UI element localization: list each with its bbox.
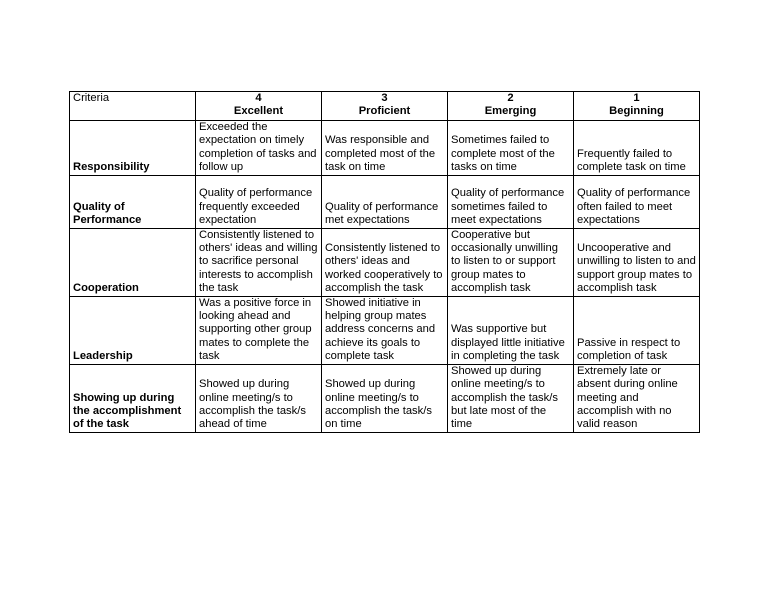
table-cell: Extremely late or absent during online meeting and accomplish with no valid reason bbox=[574, 364, 700, 432]
level-score: 2 bbox=[507, 92, 514, 104]
table-cell: Uncooperative and unwilling to listen to and support group mates to accomplish task bbox=[574, 228, 700, 296]
rubric-table bbox=[69, 91, 700, 433]
table-row bbox=[70, 364, 700, 432]
level-label: Excellent bbox=[233, 105, 284, 118]
table-cell: Showed up during online meeting/s to accomplish the task/s but late most of the time bbox=[448, 364, 574, 432]
table-cell: Exceeded the expectation on timely completion of tasks and follow up bbox=[196, 121, 322, 176]
criterion-showing-up: Showing up during the accomplishment of the task bbox=[70, 364, 196, 432]
level-header-2 bbox=[448, 92, 574, 121]
table-cell: Consistently listened to others' ideas and willing to sacrifice personal interests to accomplish the task bbox=[196, 228, 322, 296]
table-row bbox=[70, 228, 700, 296]
table-cell: Passive in respect to completion of task bbox=[574, 296, 700, 364]
table-cell: Showed up during online meeting/s to accomplish the task/s on time bbox=[322, 364, 448, 432]
level-header-1 bbox=[574, 92, 700, 121]
table-cell: Was a positive force in looking ahead and supporting other group mates to complete the task bbox=[196, 296, 322, 364]
table-cell: Quality of performance often failed to meet expectations bbox=[574, 175, 700, 228]
criterion-cooperation: Cooperation bbox=[70, 228, 196, 296]
table-cell: Showed initiative in helping group mates address concerns and achieve its goals to complete task bbox=[322, 296, 448, 364]
criterion-responsibility: Responsibility bbox=[70, 121, 196, 176]
table-cell: Was responsible and completed most of the task on time bbox=[322, 121, 448, 176]
level-score: 1 bbox=[633, 92, 640, 104]
level-label: Beginning bbox=[609, 105, 664, 118]
table-cell: Quality of performance sometimes failed to meet expectations bbox=[448, 175, 574, 228]
table-cell: Frequently failed to complete task on time bbox=[574, 121, 700, 176]
level-score: 3 bbox=[381, 92, 388, 104]
level-label: Emerging bbox=[484, 105, 537, 118]
criterion-quality-of-performance: Quality of Performance bbox=[70, 175, 196, 228]
table-cell: Sometimes failed to complete most of the tasks on time bbox=[448, 121, 574, 176]
table-cell: Quality of performance met expectations bbox=[322, 175, 448, 228]
level-label: Proficient bbox=[358, 105, 411, 118]
table-cell: Showed up during online meeting/s to accomplish the task/s ahead of time bbox=[196, 364, 322, 432]
table-cell: Was supportive but displayed little initiative in completing the task bbox=[448, 296, 574, 364]
table-row bbox=[70, 175, 700, 228]
level-header-4 bbox=[196, 92, 322, 121]
table-row bbox=[70, 296, 700, 364]
table-row bbox=[70, 121, 700, 176]
table-header-row bbox=[70, 92, 700, 121]
table-cell: Quality of performance frequently exceeded expectation bbox=[196, 175, 322, 228]
criterion-leadership: Leadership bbox=[70, 296, 196, 364]
level-header-3 bbox=[322, 92, 448, 121]
criteria-header: Criteria bbox=[70, 92, 196, 121]
table-cell: Consistently listened to others' ideas and worked cooperatively to accomplish the task bbox=[322, 228, 448, 296]
table-cell: Cooperative but occasionally unwilling to listen to or support group mates to accomplish task bbox=[448, 228, 574, 296]
level-score: 4 bbox=[255, 92, 262, 104]
